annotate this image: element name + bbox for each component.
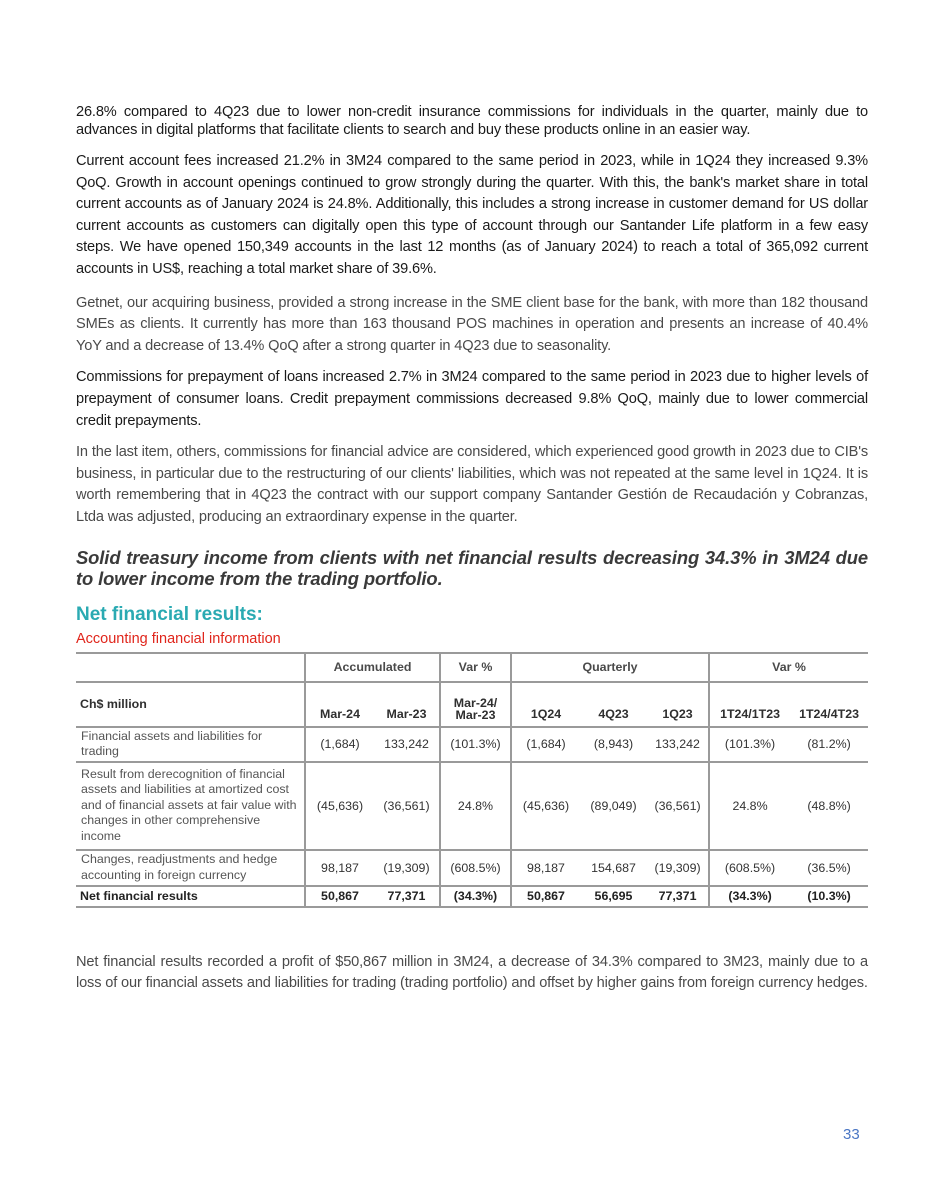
row-label: Net financial results bbox=[76, 886, 305, 907]
cell: (36,561) bbox=[647, 762, 709, 850]
cell: (19,309) bbox=[647, 850, 709, 886]
cell: (10.3%) bbox=[790, 886, 868, 907]
cell: 50,867 bbox=[305, 886, 374, 907]
cell: (34.3%) bbox=[440, 886, 511, 907]
table-total-row bbox=[76, 886, 868, 907]
group-accumulated: Accumulated bbox=[305, 653, 440, 682]
paragraph-getnet: Getnet, our acquiring business, provided a strong increase in the SME client base for the bank, with more than 182 thousand SMEs as clients. It currently has more than 163 thousand POS machines in operation and presents an increase of 40.4% YoY and a decrease of 13.4% QoQ after a strong quarter in 4Q23 due to seasonality. bbox=[76, 294, 868, 354]
cell: (45,636) bbox=[305, 762, 374, 850]
row-label: Result from derecognition of financial assets and liabilities at amortized cost and of financial assets at fair value with changes in other comprehensive income bbox=[76, 762, 305, 850]
cell: (48.8%) bbox=[790, 762, 868, 850]
cell: 77,371 bbox=[374, 886, 440, 907]
cell: (608.5%) bbox=[440, 850, 511, 886]
cell: (101.3%) bbox=[709, 727, 790, 762]
group-var-quarterly: Var % bbox=[709, 653, 868, 682]
column-header-mar24: Mar-24 bbox=[305, 682, 374, 727]
section-title: Net financial results: bbox=[76, 603, 263, 625]
cell: 133,242 bbox=[647, 727, 709, 762]
column-header-4q23: 4Q23 bbox=[598, 706, 629, 721]
cell: 50,867 bbox=[511, 886, 580, 907]
cell: 98,187 bbox=[511, 850, 580, 886]
cell: (101.3%) bbox=[440, 727, 511, 762]
column-header-var-mar: Mar-24/ Mar-23 bbox=[440, 682, 511, 727]
table-group-header-row bbox=[76, 653, 868, 682]
column-header-1q24: 1Q24 bbox=[511, 682, 580, 727]
paragraph-current-account-fees: Current account fees increased 21.2% in 3M24 compared to the same period in 2023, while in 1Q24 they increased 9.3% QoQ. Growth in account openings continued to grow strongly during the quarter. With this, the bank's market share in total current accounts as of January 2024 is 24.8%. Additionally, this includes a strong increase in customer demand for US dollar current accounts as customers can digitally open this type of account through our Santander Life platform in a few easy steps. We have opened 150,349 accounts in the last 12 months (as of January 2024) to reach a total of 365,092 current accounts in US$, reaching a total market share of 39.6%. bbox=[76, 153, 868, 277]
table-row bbox=[76, 850, 868, 886]
cell: (8,943) bbox=[580, 727, 647, 762]
section-headline: Solid treasury income from clients with net financial results decreasing 34.3% in 3M24 due to lower income from the trading portfolio. bbox=[76, 546, 868, 589]
column-header-mar23: Mar-23 bbox=[386, 706, 427, 721]
empty-header-cell bbox=[76, 653, 305, 682]
cell: (19,309) bbox=[374, 850, 440, 886]
group-quarterly: Quarterly bbox=[511, 653, 709, 682]
table-row bbox=[76, 727, 868, 762]
cell: (45,636) bbox=[511, 762, 580, 850]
cell: (36,561) bbox=[374, 762, 440, 850]
column-header-label: Ch$ million bbox=[80, 697, 147, 711]
column-header-1t24-1t23: 1T24/1T23 bbox=[709, 682, 790, 727]
cell: (81.2%) bbox=[790, 727, 868, 762]
net-financial-results-table bbox=[76, 652, 868, 908]
section-subtitle: Accounting financial information bbox=[76, 630, 281, 647]
column-header-1t24-4t23: 1T24/4T23 bbox=[799, 706, 859, 721]
paragraph-other-commissions: In the last item, others, commissions for financial advice are considered, which experienced good growth in 2023 due to CIB's business, in particular due to the restructuring of our clients' liabilities, which was not repeated at the same level in 1Q24. It is worth remembering that in 4Q23 the contract with our support company Santander Gestión de Recaudación y Cobranzas, Ltda was adjusted, producing an extraordinary expense in the quarter. bbox=[76, 444, 868, 525]
cell: 154,687 bbox=[580, 850, 647, 886]
paragraph-prepayment-commissions: Commissions for prepayment of loans increased 2.7% in 3M24 compared to the same period in 2023 due to higher levels of prepayment of consumer loans. Credit prepayment commissions decreased 9.8% QoQ, mainly due to lower commercial credit prepayments. bbox=[76, 369, 868, 429]
cell: (34.3%) bbox=[709, 886, 790, 907]
cell: 56,695 bbox=[580, 886, 647, 907]
paragraph-net-financial-results: Net financial results recorded a profit of $50,867 million in 3M24, a decrease of 34.3% compared to 3M23, mainly due to a loss of our financial assets and liabilities for trading (trading portfolio) and offset by higher gains from foreign currency hedges. bbox=[76, 953, 868, 992]
page-number: 33 bbox=[843, 1126, 860, 1143]
table-row bbox=[76, 762, 868, 850]
cell: 133,242 bbox=[374, 727, 440, 762]
cell: (1,684) bbox=[305, 727, 374, 762]
table-column-header-row bbox=[76, 682, 868, 727]
row-label: Changes, readjustments and hedge accounting in foreign currency bbox=[76, 850, 305, 886]
cell: (36.5%) bbox=[790, 850, 868, 886]
cell: 24.8% bbox=[440, 762, 511, 850]
column-header-1q23: 1Q23 bbox=[662, 706, 693, 721]
cell: 24.8% bbox=[709, 762, 790, 850]
cell: (1,684) bbox=[511, 727, 580, 762]
document-page bbox=[76, 103, 868, 995]
cell: 98,187 bbox=[305, 850, 374, 886]
cell: (608.5%) bbox=[709, 850, 790, 886]
cell: (89,049) bbox=[580, 762, 647, 850]
paragraph-insurance-commissions: 26.8% compared to 4Q23 due to lower non-credit insurance commissions for individuals in the quarter, mainly due to advances in digital platforms that facilitate clients to search and buy these products online in an easier way. bbox=[76, 104, 868, 138]
group-var-accumulated: Var % bbox=[440, 653, 511, 682]
row-label: Financial assets and liabilities for trading bbox=[76, 727, 305, 762]
cell: 77,371 bbox=[647, 886, 709, 907]
